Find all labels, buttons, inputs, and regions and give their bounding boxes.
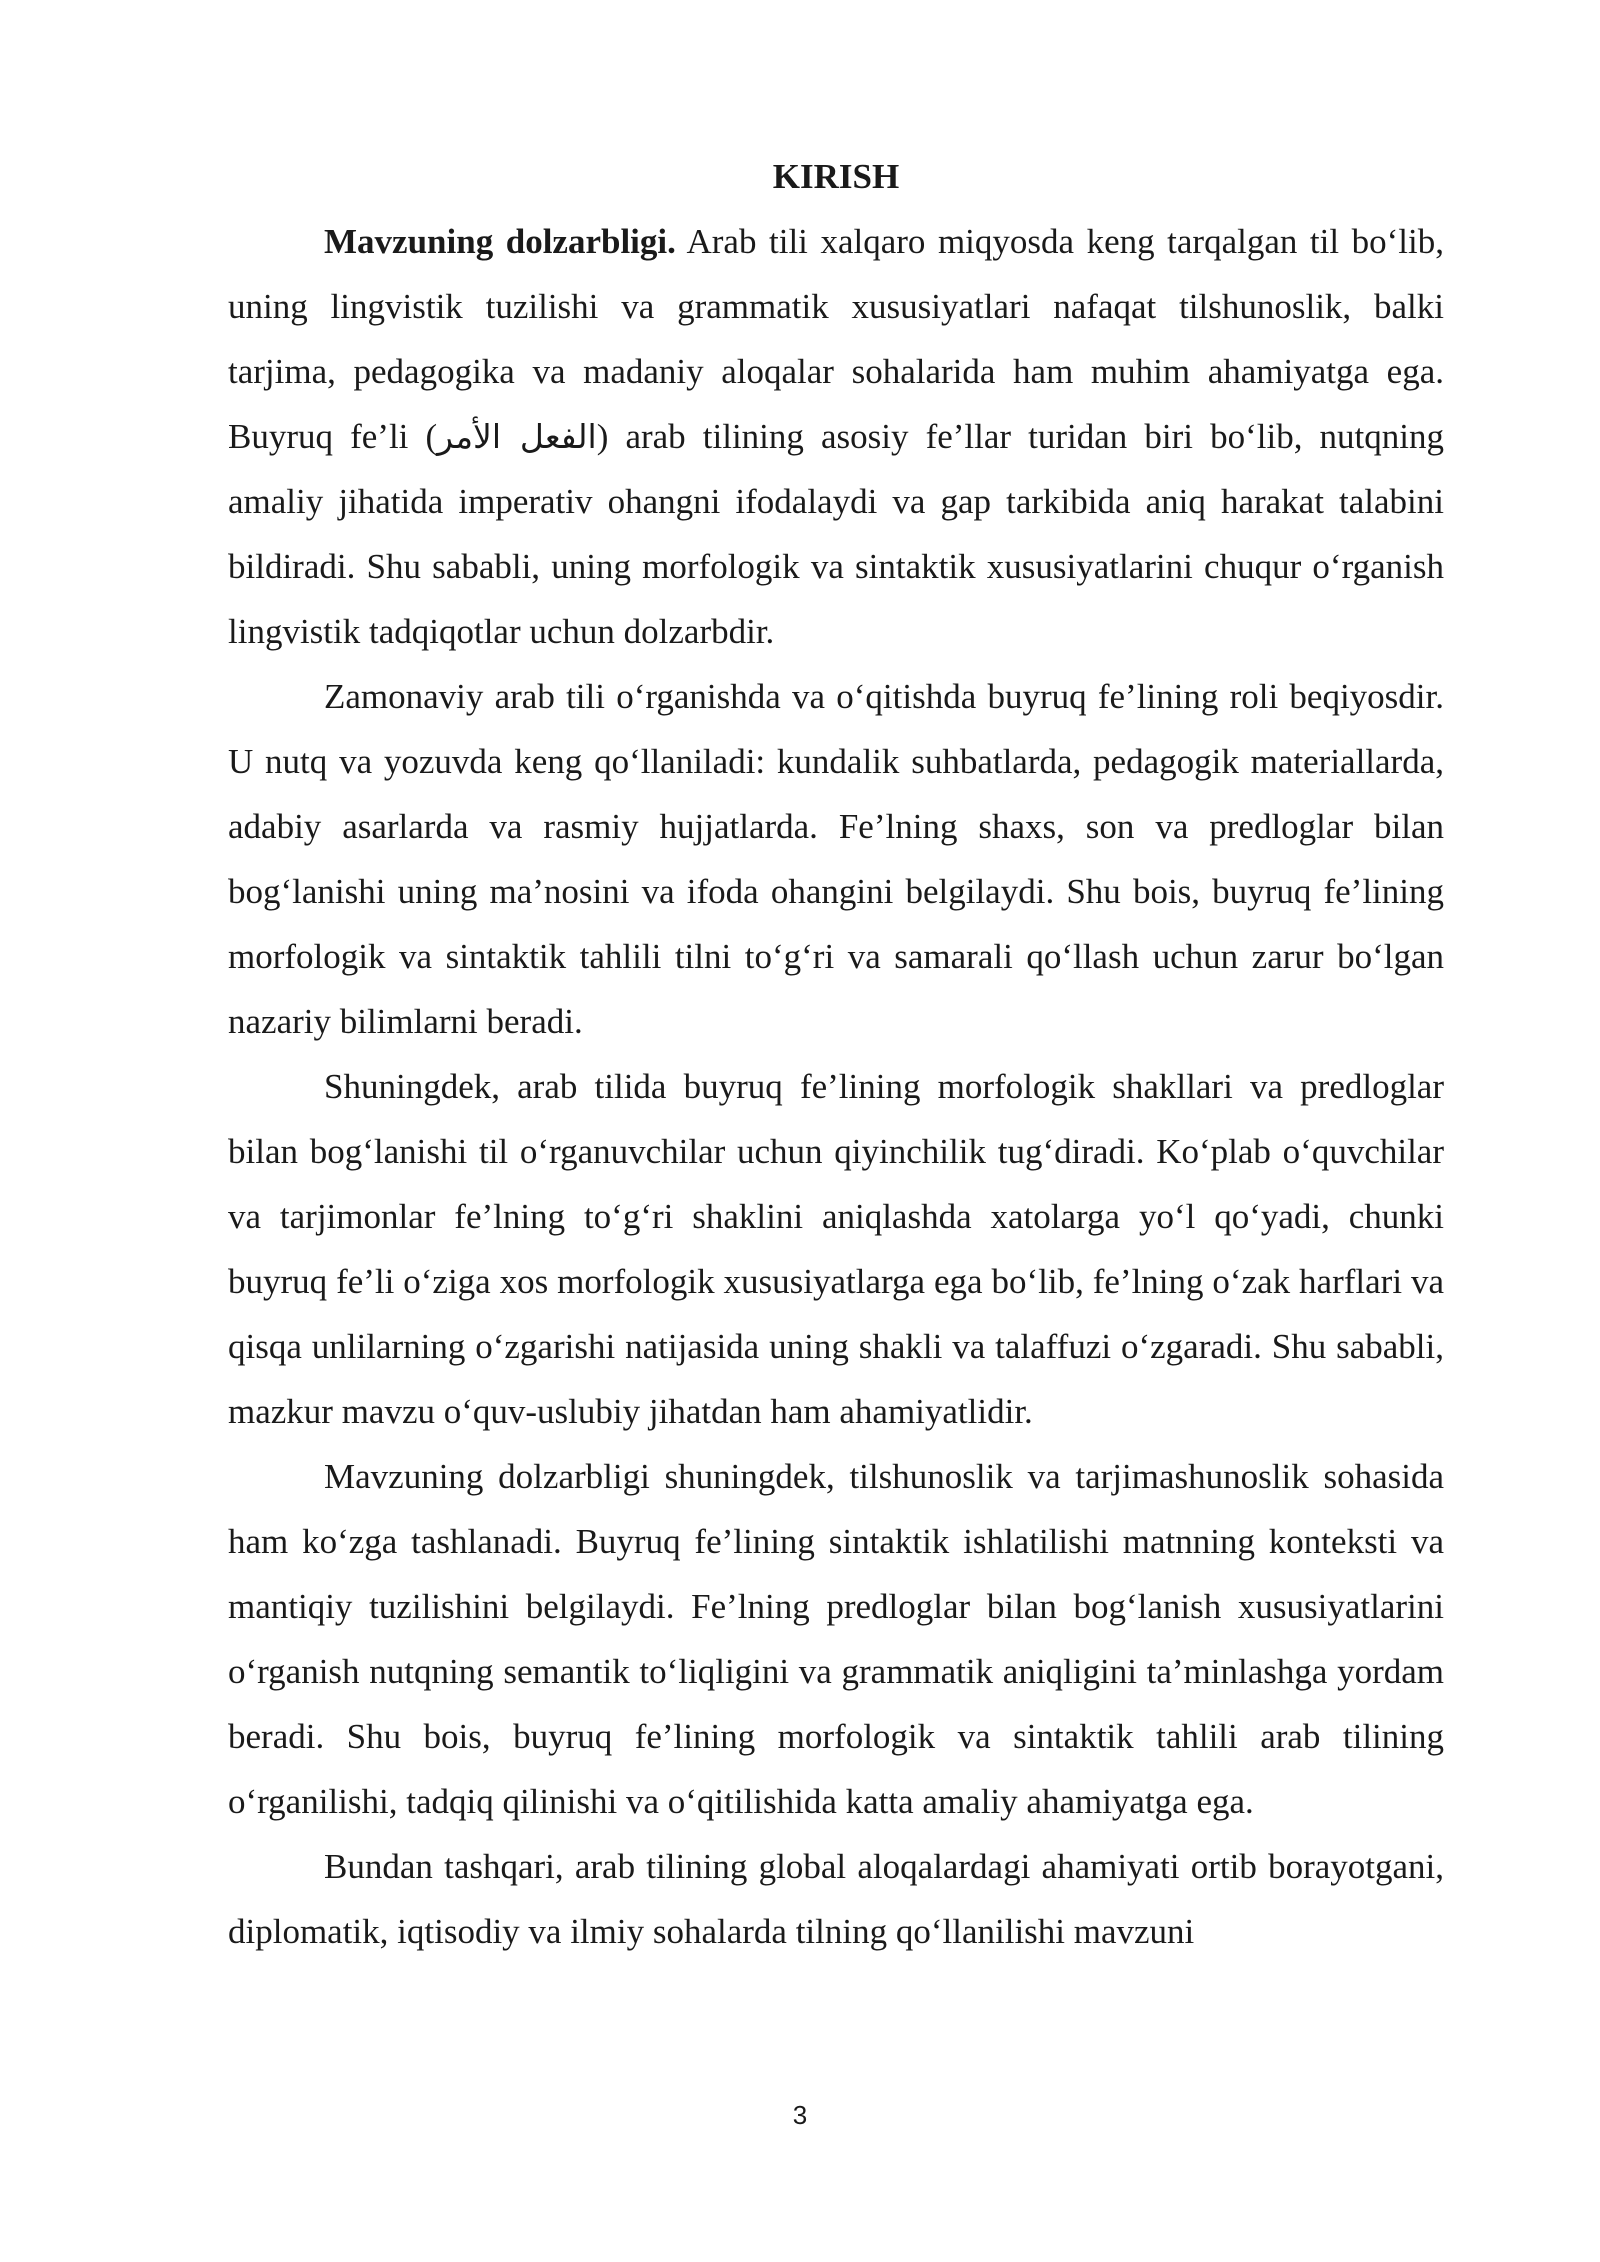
page-body: [228, 144, 1444, 1964]
paragraph-4: Mavzuning dolzarbligi shuningdek, tilshunoslik va tarjimashunoslik sohasida ham ko‘zga tashlanadi. Buyruq fe’lining sintaktik ishlatilishi matnning konteksti va mantiqiy tuzilishini belgilaydi. Fe’lning predloglar bilan bog‘lanish xususiyatlarini o‘rganish nutqning semantik to‘liqligini va grammatik aniqligini ta’minlashga yordam beradi. Shu bois, buyruq fe’lining morfologik va sintaktik tahlili arab tilining o‘rganilishi, tadqiq qilinishi va o‘qitilishida katta amaliy ahamiyatga ega.: [228, 1457, 1444, 1821]
arabic-term: الفعل الأمر: [437, 417, 597, 456]
paragraph-text: Arab tili xalqaro miqyosda keng tarqalgan til bo‘lib, uning lingvistik tuzilishi va grammatik xususiyatlari nafaqat tilshunoslik, balki tarjima, pedagogika va madaniy aloqalar sohalarida ham muhim ahamiyatga ega. Buyruq fe’li (: [228, 222, 1444, 456]
paragraph-text: ) arab tilining asosiy fe’llar turidan biri bo‘lib, nutqning amaliy jihatida imperativ ohangni ifodalaydi va gap tarkibida aniq harakat talabini bildiradi. Shu sababli, uning morfologik va sintaktik xususiyatlarini chuqur o‘rganish lingvistik tadqiqotlar uchun dolzarbdir.: [228, 417, 1445, 651]
paragraph-2: Zamonaviy arab tili o‘rganishda va o‘qitishda buyruq fe’lining roli beqiyosdir. U nutq va yozuvda keng qo‘llaniladi: kundalik suhbatlarda, pedagogik materiallarda, adabiy asarlarda va rasmiy hujjatlarda. Fe’lning shaxs, son va predloglar bilan bog‘lanishi uning ma’nosini va ifoda ohangini belgilaydi. Shu bois, buyruq fe’lining morfologik va sintaktik tahlili tilni to‘g‘ri va samarali qo‘llash uchun zarur bo‘lgan nazariy bilimlarni beradi.: [228, 677, 1444, 1041]
paragraph-1: [228, 209, 1444, 664]
section-title: KIRISH: [772, 157, 900, 196]
page-number: 3: [792, 2100, 808, 2130]
paragraph-5: Bundan tashqari, arab tilining global aloqalardagi ahamiyati ortib borayotgani, diplomatik, iqtisodiy va ilmiy sohalarda tilning qo‘llanilishi mavzuni: [228, 1847, 1444, 1951]
paragraph-3: Shuningdek, arab tilida buyruq fe’lining morfologik shakllari va predloglar bilan bog‘lanishi til o‘rganuvchilar uchun qiyinchilik tug‘diradi. Ko‘plab o‘quvchilar va tarjimonlar fe’lning to‘g‘ri shaklini aniqlashda xatolarga yo‘l qo‘yadi, chunki buyruq fe’li o‘ziga xos morfologik xususiyatlarga ega bo‘lib, fe’lning o‘zak harflari va qisqa unlilarning o‘zgarishi natijasida uning shakli va talaffuzi o‘zgaradi. Shu sababli, mazkur mavzu o‘quv-uslubiy jihatdan ham ahamiyatlidir.: [228, 1067, 1444, 1431]
paragraph-lead: Mavzuning dolzarbligi.: [324, 222, 676, 261]
